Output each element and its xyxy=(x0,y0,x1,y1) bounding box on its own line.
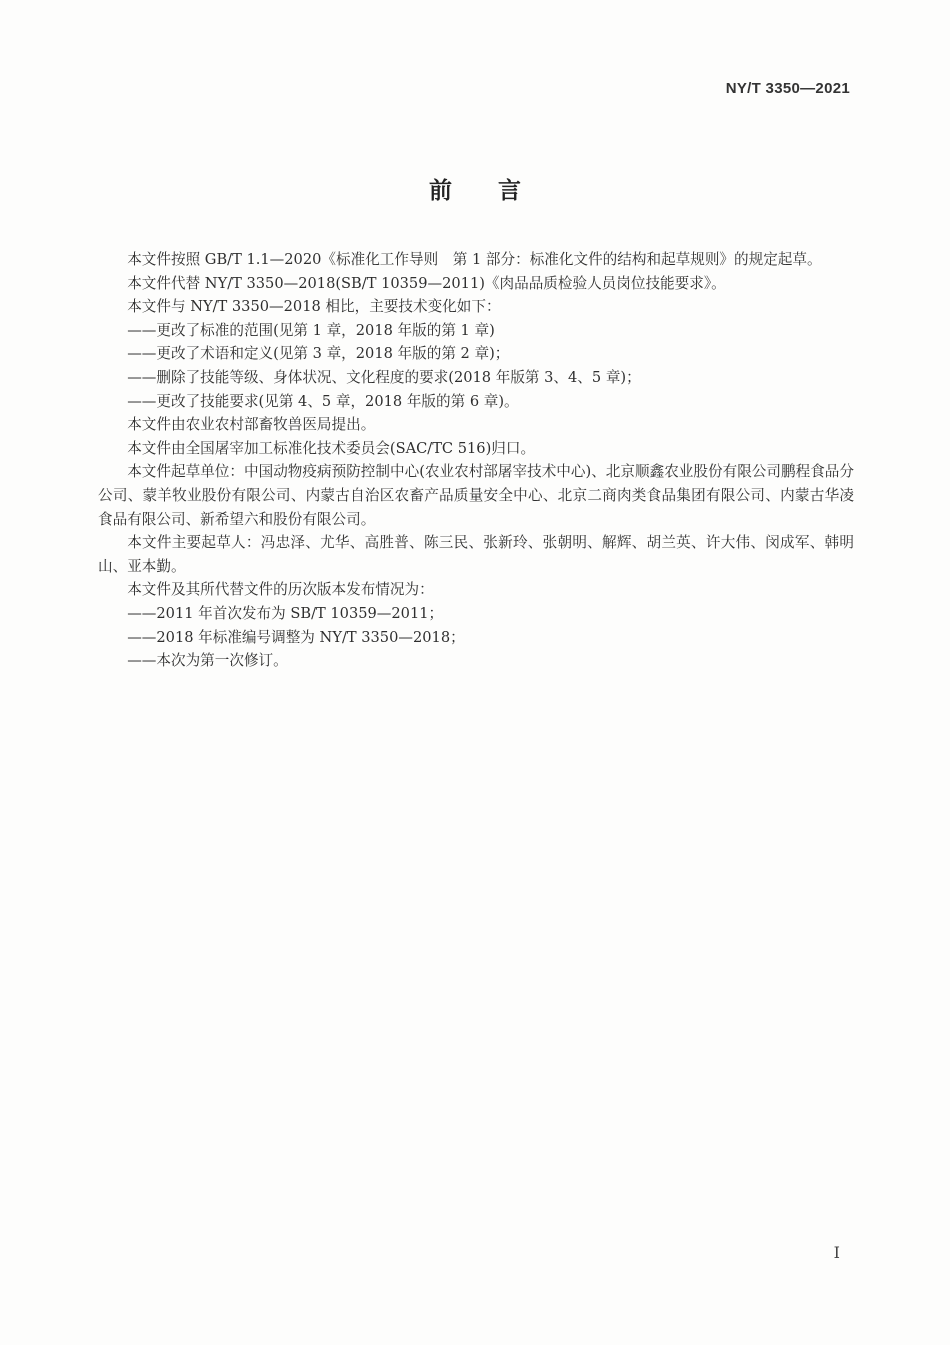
page-title: 前言 xyxy=(429,178,567,204)
paragraph-under-jurisdiction: 本文件由全国屠宰加工标准化技术委员会(SAC/TC 516)归口。 xyxy=(127,439,536,457)
paragraph-changes-intro: 本文件与 NY/T 3350—2018 相比，主要技术变化如下： xyxy=(127,298,501,316)
change-item: ——更改了标准的范围(见第 1 章，2018 年版的第 1 章) xyxy=(127,321,495,339)
standard-code: NY/T 3350—2021 xyxy=(725,80,850,97)
change-item: ——删除了技能等级、身体状况、文化程度的要求(2018 年版第 3、4、5 章)； xyxy=(127,368,641,386)
paragraph-replaces: 本文件代替 NY/T 3350—2018(SB/T 10359—2011)《肉品品质检验人员岗位技能要求》。 xyxy=(127,274,726,292)
paragraph-drafting-units: 本文件起草单位：中国动物疫病预防控制中心(农业农村部屠宰技术中心)、北京顺鑫农业股份有限公司鹏程食品分公司、蒙羊牧业股份有限公司、内蒙古自治区农畜产品质量安全中心、北京二商肉类食品集团有限公司、内蒙古华凌食品有限公司、新希望六和股份有限公司。 xyxy=(98,463,854,528)
foreword-body xyxy=(98,248,854,673)
change-item: ——更改了技能要求(见第 4、5 章，2018 年版的第 6 章)。 xyxy=(127,392,519,410)
paragraph-drafting-rules: 本文件按照 GB/T 1.1—2020《标准化工作导则 第 1 部分：标准化文件的结构和起草规则》的规定起草。 xyxy=(127,251,822,268)
history-item: ——本次为第一次修订。 xyxy=(127,652,288,670)
history-item: ——2011 年首次发布为 SB/T 10359—2011； xyxy=(127,604,444,622)
change-item: ——更改了术语和定义(见第 3 章，2018 年版的第 2 章)； xyxy=(127,345,510,363)
history-item: ——2018 年标准编号调整为 NY/T 3350—2018； xyxy=(127,628,465,646)
paragraph-drafters: 本文件主要起草人：冯忠泽、尤华、高胜普、陈三民、张新玲、张朝明、解辉、胡兰英、许大伟、闵成军、韩明山、亚本勤。 xyxy=(98,534,854,575)
page-number: I xyxy=(833,1243,840,1262)
paragraph-history-intro: 本文件及其所代替文件的历次版本发布情况为： xyxy=(127,581,434,599)
paragraph-proposed-by: 本文件由农业农村部畜牧兽医局提出。 xyxy=(127,416,376,434)
